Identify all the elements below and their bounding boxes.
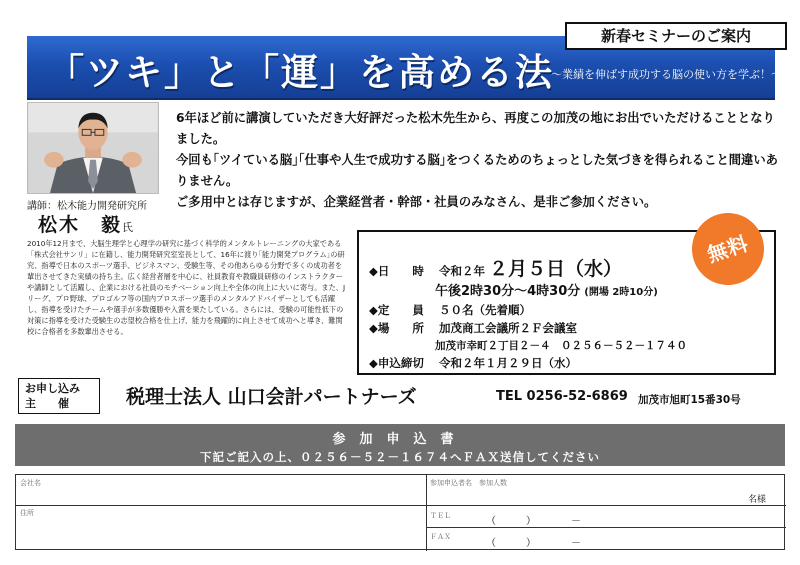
- lecturer-bio: 2010年12月まで、大脳生理学と心理学の研究に基づく科学的メンタルトレーニングの大家である「株式会社サンリ」に在籍し、能力開発研究室室長として、16年に渡り｢能力開発プログラム｣の研究、指導で日本のスポーツ選手、ビジネスマン、受験生等、その他あらゆる分野で多くの成功者を輩出させてきた実績の持ち主。広く経営者層を中心に、社員教育や教職員研修のインストラクターや講師として活躍し、企業における社員のモチベーション向上や全体の向上に大いに寄与。また、Jリーグ、プロ野球、プロゴルフ等の国内プロスポーツ選手のメンタルアドバイザーとしても活躍し、指導を受けたチームや選手が多数優勝や入賞を果たしている。さらには、受験の可能性低下の対策に指導を受けた受験生の志望校合格を仕上げ、能力を飛躍的に向上させて成功へと導き、難関校に合格者を多数輩出させる。: [27, 239, 346, 336]
- date-prefix: 令和２年: [439, 264, 486, 278]
- lecturer-name-text: 松木 毅: [38, 214, 123, 236]
- lecturer-name-suffix: 氏: [122, 221, 134, 234]
- intro-line: 今回も｢ツイている脳｣｢仕事や人生で成功する脳｣をつくるためのちょっとした気づきを得られること間違いありません。: [176, 153, 778, 188]
- form-divider: [426, 475, 427, 551]
- tel-field[interactable]: （ ） －: [486, 516, 581, 527]
- tel-field-label: ＴＥＬ: [430, 512, 451, 520]
- attendees-field-label: 参加申込者名 参加人数: [430, 479, 507, 487]
- form-divider: [426, 505, 786, 506]
- organizer-label-box: [18, 378, 100, 414]
- time-row: [435, 280, 658, 299]
- time-note: (開場 2時10分): [584, 287, 658, 298]
- venue-label: ◆場 所: [369, 321, 424, 335]
- fax-field-label: ＦＡＸ: [430, 533, 451, 541]
- date-main: ２月５日（水）: [489, 258, 623, 280]
- venue-address: 加茂市幸町２丁目２－４ ０２５６－５２－１７４０: [435, 340, 687, 352]
- fax-field[interactable]: （ ） －: [486, 538, 581, 549]
- application-title: 参加申込書: [332, 432, 468, 447]
- venue-row: [369, 320, 577, 336]
- company-field-label: 会社名: [20, 479, 41, 487]
- intro-line: ご多用中とは存じますが、企業経営者・幹部・社員のみなさん、是非ご参加ください。: [176, 195, 657, 209]
- capacity-row: [369, 302, 531, 318]
- date-row: [369, 254, 622, 281]
- date-label: ◆日 時: [369, 264, 424, 278]
- lecturer-name: [38, 210, 133, 237]
- form-divider: [426, 527, 786, 528]
- application-note: 下記ご記入の上、０２５６－５２－１６７４へＦＡＸ送信してください: [200, 450, 600, 464]
- page-subtitle: ～業績を伸ばす成功する脳の使い方を学ぶ！～: [551, 68, 782, 81]
- deadline-label: ◆申込締切: [369, 356, 424, 370]
- lecturer-photo: [27, 102, 159, 194]
- attendee-count-unit: 名様: [748, 495, 767, 505]
- deadline-row: [369, 355, 577, 371]
- lecturer-organization: 講師：松木能力開発研究所: [27, 201, 147, 212]
- form-divider: [16, 505, 426, 506]
- application-form: [15, 474, 785, 550]
- lecturer-photo-illustration: [28, 103, 158, 193]
- time-value: 午後2時30分～4時30分: [435, 284, 581, 299]
- intro-text: [176, 108, 781, 213]
- seminar-tag: 新春セミナーのご案内: [565, 22, 787, 50]
- venue-value: 加茂商工会議所２Ｆ会議室: [439, 321, 578, 335]
- capacity-label: ◆定 員: [369, 303, 424, 317]
- organizer-name: 税理士法人 山口会計パートナーズ: [126, 386, 417, 408]
- capacity-value: ５０名（先着順）: [439, 303, 532, 317]
- deadline-value: 令和２年１月２９日（水）: [439, 356, 578, 370]
- page-title: 「ツキ」と「運」を高める法: [47, 51, 554, 94]
- organizer-tel: TEL 0256-52-6869: [496, 389, 628, 404]
- application-header: [15, 424, 785, 466]
- intro-line: 6年ほど前に講演していただき大好評だった松木先生から、再度この加茂の地にお出でいただけることとなりました。: [176, 111, 775, 146]
- address-field-label: 住所: [20, 509, 34, 517]
- organizer-address: 加茂市旭町15番30号: [638, 394, 741, 406]
- organizer-label-line1: お申し込み: [25, 382, 80, 395]
- organizer-label-line2: 主 催: [25, 397, 69, 410]
- free-badge: 無料: [683, 204, 774, 295]
